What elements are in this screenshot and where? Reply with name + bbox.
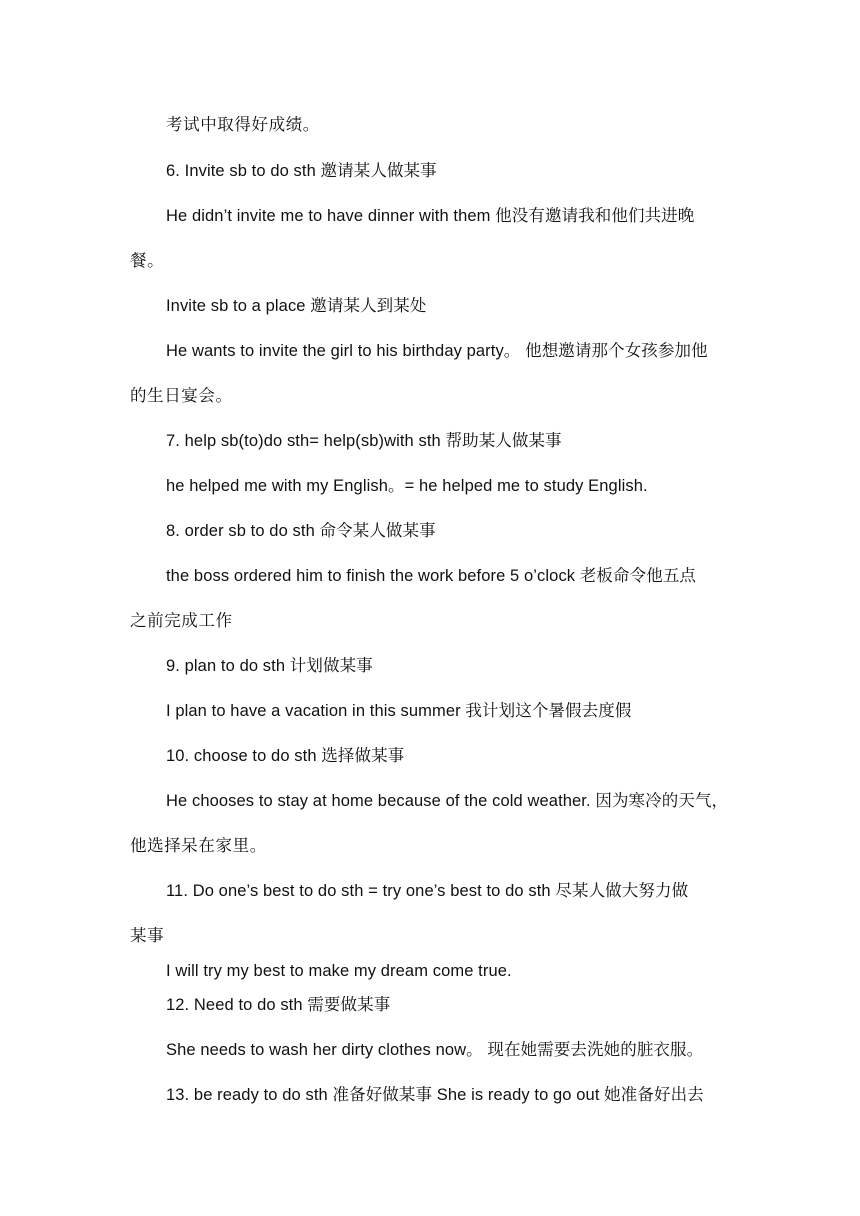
example-sentence: He wants to invite the girl to his birthday party。 他想邀请那个女孩参加他 [166,342,708,360]
text-line-continuation: 他选择呆在家里。 [130,836,267,855]
example-sentence: He chooses to stay at home because of the cold weather. 因为寒冷的天气， [166,792,729,810]
section-heading-order: 8. order sb to do sth 命令某人做某事 [166,522,436,540]
text-line-continuation: 之前完成工作 [130,611,233,630]
example-sentence: the boss ordered him to finish the work before 5 o’clock 老板命令他五点 [166,567,697,585]
example-sentence: I plan to have a vacation in this summer 我计划这个暑假去度假 [166,702,632,720]
phrase-line: Invite sb to a place 邀请某人到某处 [166,297,427,315]
text-line-continuation: 的生日宴会。 [130,386,233,405]
example-sentence: He didn’t invite me to have dinner with them 他没有邀请我和他们共进晚 [166,207,695,225]
section-heading-best: 11. Do one’s best to do sth = try one’s best to do sth 尽某人做大努力做 [166,882,689,900]
section-heading-need: 12. Need to do sth 需要做某事 [166,996,391,1014]
text-line-continuation: 餐。 [130,251,165,270]
example-sentence: She needs to wash her dirty clothes now。 现在她需要去洗她的脏衣服。 [166,1041,704,1059]
section-heading-help: 7. help sb(to)do sth= help(sb)with sth 帮助某人做某事 [166,432,562,450]
section-heading-ready: 13. be ready to do sth 准备好做某事 She is ready to go out 她准备好出去 [166,1086,704,1104]
section-heading-plan: 9. plan to do sth 计划做某事 [166,657,373,675]
text-line: 考试中取得好成绩。 [166,115,320,134]
example-sentence: he helped me with my English。= he helped me to study English. [166,477,648,495]
example-sentence: I will try my best to make my dream come true. [166,962,512,980]
section-heading-invite: 6. Invite sb to do sth 邀请某人做某事 [166,162,437,180]
section-heading-choose: 10. choose to do sth 选择做某事 [166,747,405,765]
text-line-continuation: 某事 [130,926,165,945]
